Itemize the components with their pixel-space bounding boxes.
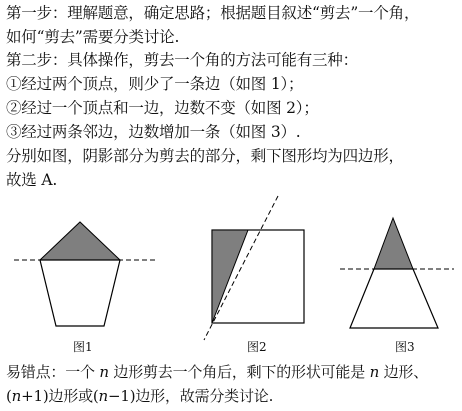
error-note-mid: 边形剪去一个角后，剩下的形状可能是 [108,363,370,381]
text-line-4: ①经过两个顶点，则少了一条边（如图 1）； [6,75,304,93]
text-line-7: 分别如图，阴影部分为剪去的部分，剩下图形均为四边形， [6,147,404,165]
error-note-line-2 [6,386,273,406]
figure-1-caption: 图1 [73,340,93,354]
text-line-2: 如何“剪去”需要分类讨论. [6,28,180,46]
text-line-3: 第二步：具体操作，剪去一个角的方法可能有三种： [6,51,358,69]
error-note-suffix: 边形、 [379,363,429,381]
figure-3-shaded-apex [374,218,413,269]
text-line-8: 故选 A. [6,171,58,189]
figure-3-triangle [330,210,460,335]
error-note-prefix: 易错点：一个 [6,363,100,381]
error-note-line-1 [6,362,428,382]
variable-n: n [98,387,109,405]
variable-n: n [369,363,380,381]
variable-n: n [99,363,109,381]
plus-one-text: +1)边形或( [21,387,99,405]
figure-3-caption: 图3 [395,340,415,354]
text-line-1: 第一步：理解题意，确定思路；根据题目叙述“剪去”一个角， [6,4,420,22]
minus-one-text: −1)边形，故需分类讨论. [108,387,274,405]
variable-n: n [11,387,22,405]
figure-1-shaded-triangle [40,222,120,260]
text-line-5: ②经过一个顶点和一边，边数不变（如图 2）； [6,99,319,117]
figure-1-remaining-quadrilateral [40,260,120,326]
figure-2-caption: 图2 [247,340,267,354]
paren-open: ( [6,387,12,405]
text-line-6: ③经过两条邻边，边数增加一条（如图 3）. [6,123,301,141]
figure-1-pentagon [0,210,170,335]
figure-2-square [190,192,320,342]
figure-3-remaining-trapezoid [350,269,438,328]
